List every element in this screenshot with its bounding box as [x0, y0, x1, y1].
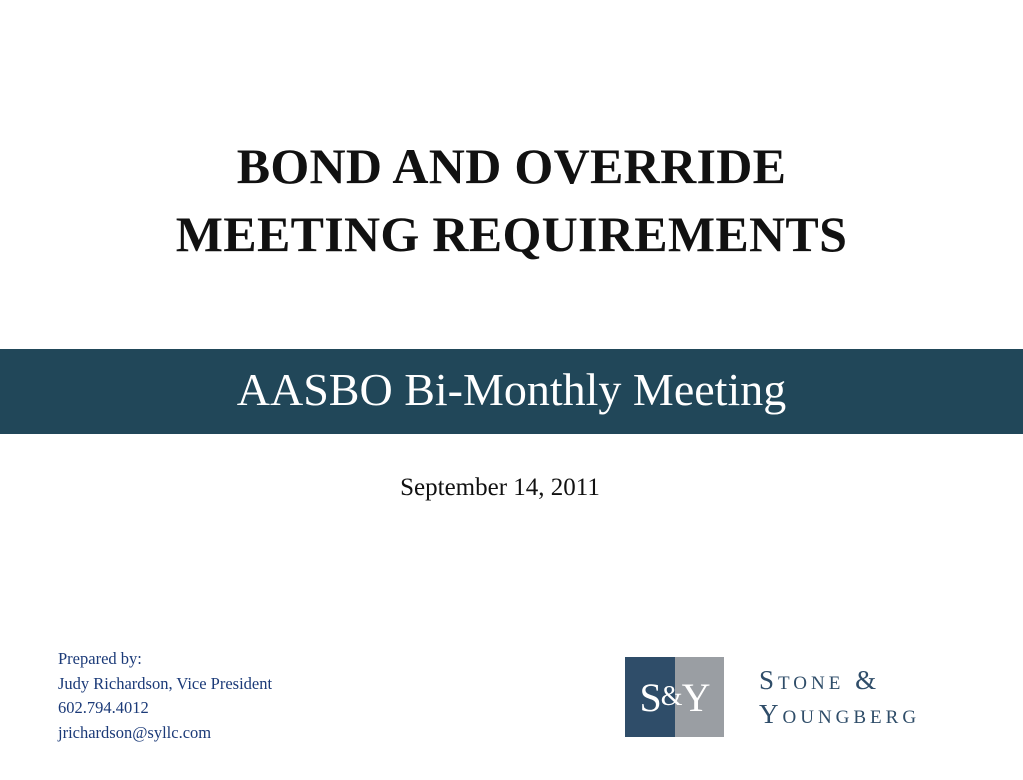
logo-wordmark — [759, 663, 920, 731]
slide-title — [0, 132, 1023, 268]
prepared-by-label: Prepared by: — [58, 649, 142, 668]
logo-wordmark-line-2: Youngberg — [759, 699, 921, 729]
logo-monogram-box — [625, 657, 724, 737]
banner-text: AASBO Bi-Monthly Meeting — [236, 364, 787, 415]
company-logo — [625, 657, 1005, 737]
logo-monogram-amp: & — [660, 681, 682, 712]
logo-wordmark-line-1: Stone & — [759, 665, 881, 695]
logo-monogram-s: S — [639, 675, 661, 720]
presenter-email: jrichardson@syllc.com — [58, 722, 212, 742]
presenter-name: Judy Richardson, Vice President — [58, 673, 273, 693]
presentation-date: September 14, 2011 — [400, 474, 600, 501]
presenter-phone: 602.794.4012 — [58, 698, 149, 717]
subtitle-banner — [0, 349, 1023, 434]
slide-title-line-1: BOND AND OVERRIDE — [236, 138, 787, 194]
logo-monogram — [625, 657, 724, 737]
slide-title-line-2: MEETING REQUIREMENTS — [175, 206, 848, 262]
logo-monogram-y: Y — [681, 675, 710, 720]
prepared-by-block — [58, 647, 272, 745]
